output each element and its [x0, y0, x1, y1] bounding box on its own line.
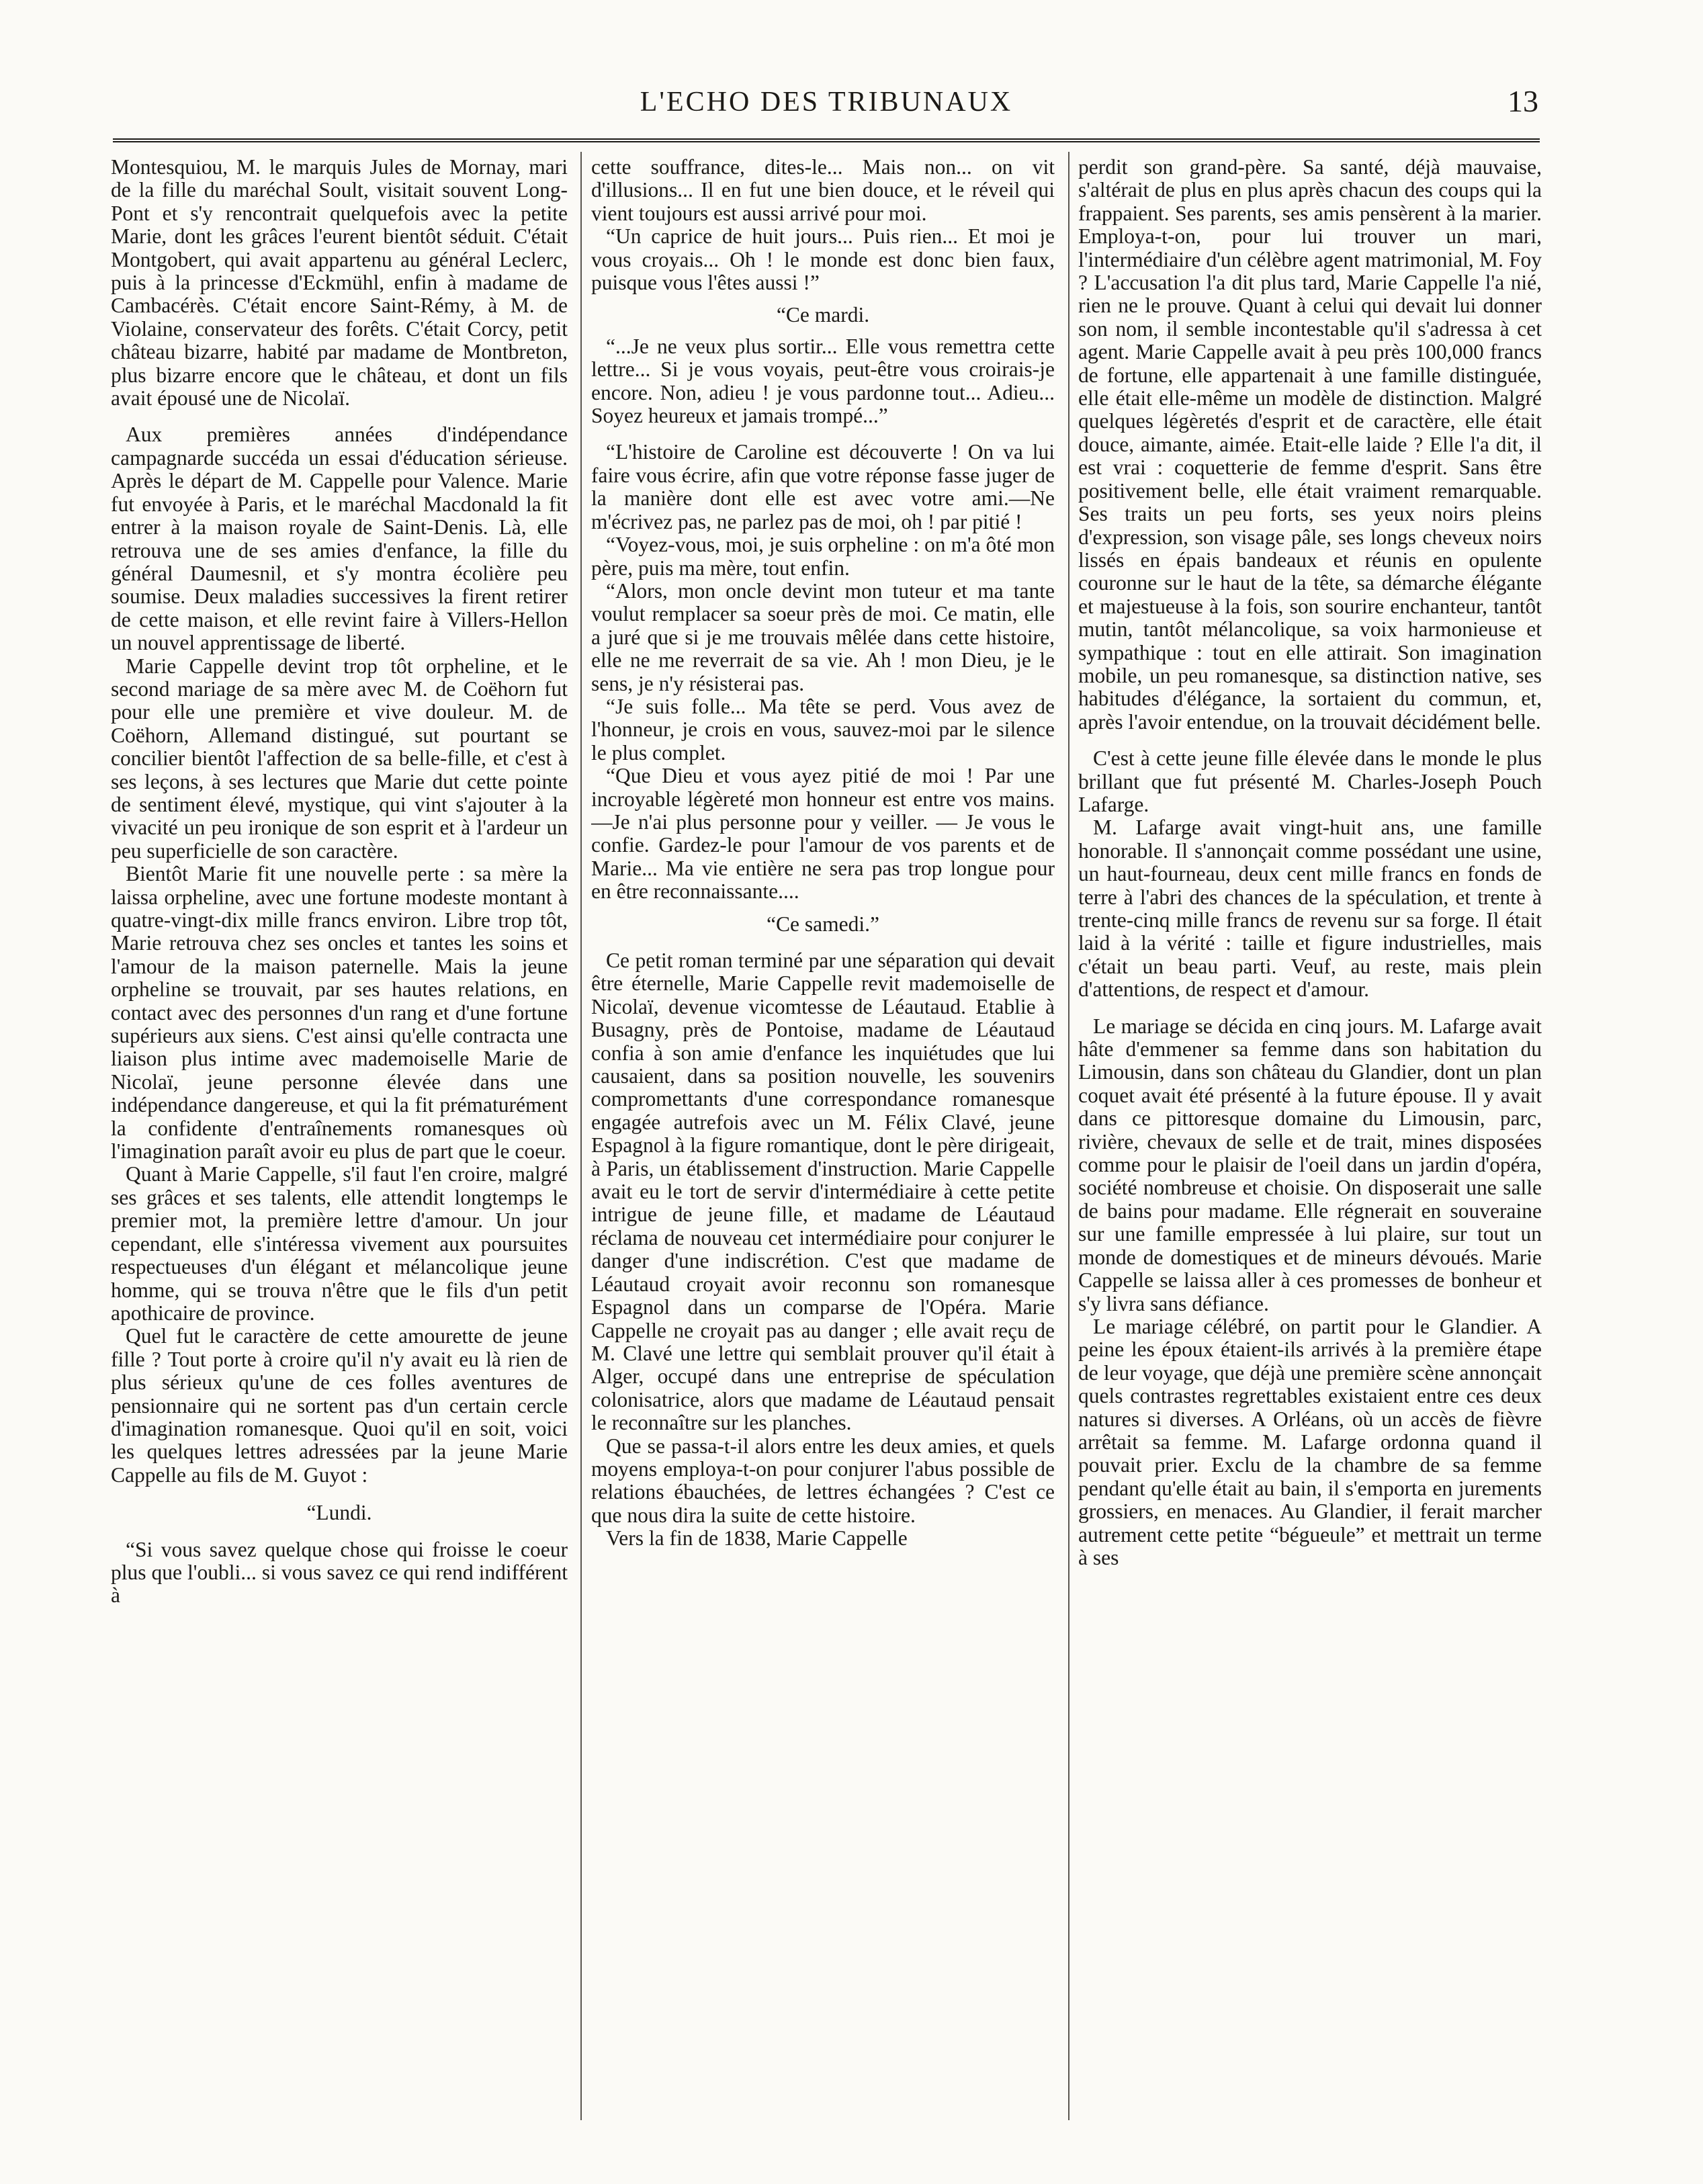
header-rule [113, 138, 1540, 142]
paragraph: Marie Cappelle devint trop tôt orpheline, et le second mariage de sa mère avec M. de Coëhorn fut pour elle une première et vive douleur. M. de Coëhorn, Allemand distingué, sut pourtant se concilier bientôt l'affection de sa belle-fille, et c'est à ses leçons, à ses lectures que Marie dut cette pointe de sentiment élevé, mystique, qui vint s'ajouter à la vivacité un peu ironique de son esprit et à l'ardeur un peu superficielle de son caractère. [111, 654, 568, 863]
paragraph: Quant à Marie Cappelle, s'il faut l'en croire, malgré ses grâces et ses talents, elle attendit longtemps le premier mot, la première lettre d'amour. Un jour cependant, elle s'intéressa vivement aux poursuites respectueuses d'un élégant et mélancolique jeune homme, qui se trouva n'être que le fils d'un petit apothicaire de province. [111, 1162, 568, 1325]
paragraph: Le mariage se décida en cinq jours. M. Lafarge avait hâte d'emmener sa femme dans son habitation du Limousin, dans son château du Glandier, dont un plan coquet avait été présenté à la future épouse. Il y avait dans ce pittoresque domaine du Limousin, parc, rivière, chevaux de selle et de trait, mines disposées comme pour le plaisir de l'oeil dans un jardin d'opéra, société nombreuse et choisie. On disposerait une salle de bains pour madame. Elle régnerait en souveraine sur une famille empressée à lui plaire, sur tout un monde de domestiques et de mineurs dévoués. Marie Cappelle se laissa aller à ces promesses de bonheur et s'y livra sans défiance. [1078, 1014, 1542, 1315]
paragraph: cette souffrance, dites-le... Mais non... on vit d'illusions... Il en fut une bien douce, et le réveil qui vient toujours est aussi arrivé pour moi. [591, 156, 1055, 225]
page-number: 13 [1508, 84, 1538, 118]
paragraph: “Un caprice de huit jours... Puis rien... Et moi je vous croyais... Oh ! le monde est donc bien faux, puisque vous l'êtes aussi !” [591, 224, 1055, 295]
column-divider-1 [580, 152, 582, 2120]
paragraph: Le mariage célébré, on partit pour le Glandier. A peine les époux étaient-ils arrivés à la première étape de leur voyage, que déjà une première scène annonçait quels contrastes regrettables existaient entre ces deux natures si diverses. A Orléans, où un accès de fièvre arrêtait sa femme. M. Lafarge ordonna quand il pouvait prier. Exclu de la chambre de sa femme pendant qu'elle était au bain, il s'emporta en jurements grossiers, en menaces. Au Glandier, il ferait marcher autrement cette petite “bégueule” et mettrait un terme à ses [1078, 1314, 1542, 1569]
paragraph: “Je suis folle... Ma tête se perd. Vous avez de l'honneur, je crois en vous, sauvez-moi par le silence le plus complet. [591, 694, 1055, 765]
paragraph: Ce petit roman terminé par une séparation qui devait être éternelle, Marie Cappelle revit mademoiselle de Nicolaï, devenue vicomtesse de Léautaud. Etablie à Busagny, près de Pontoise, madame de Léautaud confia à son amie d'enfance les inquiétudes que lui causaient, dans sa position nouvelle, les souvenirs compromettants d'une correspondance romanesque engagée autrefois avec un M. Félix Clavé, jeune Espagnol à la figure romantique, dont le père dirigeait, à Paris, un établissement d'instruction. Marie Cappelle avait eu le tort de servir d'intermédiaire à cette petite intrigue de jeune fille, et madame de Léautaud réclama de nouveau cet intermédiaire pour conjurer le danger d'une indiscrétion. C'est que madame de Léautaud croyait avoir reconnu son romanesque Espagnol dans un comparse de l'Opéra. Marie Cappelle ne croyait pas au danger ; elle avait reçu de M. Clavé une lettre qui semblait prouver qu'il était à Alger, occupé dans une entreprise de spéculation colonisatrice, alors que madame de Léautaud pensait le reconnaître sur les planches. [591, 949, 1055, 1435]
paragraph: Montesquiou, M. le marquis Jules de Mornay, mari de la fille du maréchal Soult, visitait souvent Long-Pont et s'y rencontrait quelquefois avec la petite Marie, dont les grâces l'eurent bientôt séduit. C'était Montgobert, qui avait appartenu au général Leclerc, puis à la princesse d'Eckmühl, enfin à madame de Cambacérès. C'était encore Saint-Rémy, à M. de Violaine, conservateur des forêts. C'était Corcy, petit château bizarre, habité par madame de Montbreton, plus bizarre encore que le château, et dont un fils avait épousé une de Nicolaï. [111, 156, 568, 410]
masthead-title: L'ECHO DES TRIBUNAUX [640, 87, 1013, 118]
paragraph: “L'histoire de Caroline est découverte ! On va lui faire vous écrire, afin que votre réponse fasse juger de la manière dont elle est avec votre ami.—Ne m'écrivez pas, ne parlez pas de moi, oh ! par pitié ! [591, 440, 1055, 533]
paragraph: C'est à cette jeune fille élevée dans le monde le plus brillant que fut présenté M. Charles-Joseph Pouch Lafarge. [1078, 746, 1542, 816]
column-divider-2 [1068, 152, 1069, 2120]
column-2 [591, 156, 1055, 2124]
paragraph: “Si vous savez quelque chose qui froisse le coeur plus que l'oubli... si vous savez ce qui rend indifférent à [111, 1537, 568, 1608]
paragraph: Vers la fin de 1838, Marie Cappelle [606, 1526, 908, 1550]
paragraph: perdit son grand-père. Sa santé, déjà mauvaise, s'altérait de plus en plus après chacun des coups qui la frappaient. Ses parents, ses amis pensèrent à la marier. Employa-t-on, pour lui trouver un mari, l'intermédiaire d'un célèbre agent matrimonial, M. Foy ? L'accusation l'a dit plus tard, Marie Cappelle l'a nié, rien ne le prouve. Quant à celui qui devait lui donner son nom, il semble incontestable qu'il s'adressa à cet agent. Marie Cappelle avait à peu près 100,000 francs de fortune, elle appartenait à une famille distinguée, elle était elle-même un modèle de distinction. Malgré quelques légèretés d'esprit et de caractère, elle était douce, aimante, aimée. Etait-elle laide ? Elle l'a dit, il est vrai : coquetterie de femme d'esprit. Sans être positivement belle, elle était vraiment remarquable. Ses traits un peu forts, ses yeux noirs pleins d'expression, son visage pâle, ses longs cheveux noirs lissés en épais bandeaux et réunis en opulente couronne sur le haut de la tête, sa démarche élégante et majestueuse à la fois, son sourire enchanteur, tantôt mutin, tantôt mélancolique, sa voix harmonieuse et sympathique : tout en elle attirait. Son imagination mobile, un peu romanesque, sa distinction native, ses habitudes d'élégance, la sortaient du commun, et, après l'avoir entendue, on la trouvait décidément belle. [1078, 156, 1542, 734]
letter-dateline: “Lundi. [306, 1501, 372, 1525]
paragraph: “...Je ne veux plus sortir... Elle vous remettra cette lettre... Si je vous voyais, peut-être vous croirais-je encore. Non, adieu ! je vous pardonne tout... Adieu... Soyez heureux et jamais trompé...” [591, 334, 1055, 428]
column-1 [111, 156, 568, 2124]
paragraph: M. Lafarge avait vingt-huit ans, une famille honorable. Il s'annonçait comme possédant une usine, un haut-fourneau, deux cent mille francs en fonds de terre à l'abri des chances de la spéculation, et trente à trente-cinq mille francs de revenu sur sa forge. Il était laid à la vérité : taille et figure industrielles, mais c'était un beau parti. Veuf, au reste, mais plein d'attentions, de respect et d'amour. [1078, 816, 1542, 1002]
column-3 [1078, 156, 1542, 2124]
paragraph: Que se passa-t-il alors entre les deux amies, et quels moyens employa-t-on pour conjurer l'abus possible de relations ébauchées, de lettres échangées ? C'est ce que nous dira la suite de cette histoire. [591, 1434, 1055, 1527]
paragraph: Quel fut le caractère de cette amourette de jeune fille ? Tout porte à croire qu'il n'y avait eu là rien de plus sérieux qu'une de ces folles aventures de pensionnaire qui ne sortent pas d'un certain cercle d'imagination romanesque. Quoi qu'il en soit, voici les quelques lettres adressées par la jeune Marie Cappelle au fils de M. Guyot : [111, 1324, 568, 1487]
paragraph: “Voyez-vous, moi, je suis orpheline : on m'a ôté mon père, puis ma mère, tout enfin. [591, 533, 1055, 580]
paragraph: Aux premières années d'indépendance campagnarde succéda un essai d'éducation sérieuse. Après le départ de M. Cappelle pour Valence. Marie fut envoyée à Paris, et le maréchal Macdonald la fit entrer à la maison royale de Saint-Denis. Là, elle retrouva une de ses amies d'enfance, la fille du général Daumesnil, et s'y montra écolière peu soumise. Deux maladies successives la firent retirer de cette maison, et elle revint faire à Villers-Hellon un nouvel apprentissage de liberté. [111, 423, 568, 655]
letter-dateline: “Ce mardi. [776, 303, 870, 327]
paragraph: “Que Dieu et vous ayez pitié de moi ! Par une incroyable légèreté mon honneur est entre vos mains. —Je n'ai plus personne pour y veiller. — Je vous le confie. Gardez-le pour l'amour de vos parents et de Marie... Ma vie entière ne sera pas trop longue pour en être reconnaissante.... [591, 764, 1055, 904]
paragraph: Bientôt Marie fit une nouvelle perte : sa mère la laissa orpheline, avec une fortune modeste montant à quatre-vingt-dix mille francs environ. Libre trop tôt, Marie retrouva chez ses oncles et tantes les soins et l'amour de la maison paternelle. Mais la jeune orpheline se trouvait, par ses hautes relations, en contact avec des personnes d'un rang et d'une fortune supérieurs aux siens. C'est ainsi qu'elle contracta une liaison plus intime avec mademoiselle Marie de Nicolaï, jeune personne élevée dans une indépendance dangereuse, et qui la fit prématurément la confidente d'entraînements romanesques où l'imagination paraît avoir eu plus de part que le coeur. [111, 862, 568, 1164]
letter-dateline: “Ce samedi.” [767, 912, 879, 936]
page-header [114, 86, 1538, 133]
paragraph: “Alors, mon oncle devint mon tuteur et ma tante voulut remplacer sa soeur près de moi. Ce matin, elle a juré que si je me trouvais mêlée dans cette histoire, elle ne me reverrait de sa vie. Ah ! mon Dieu, je le sens, je n'y résisterai pas. [591, 578, 1055, 695]
